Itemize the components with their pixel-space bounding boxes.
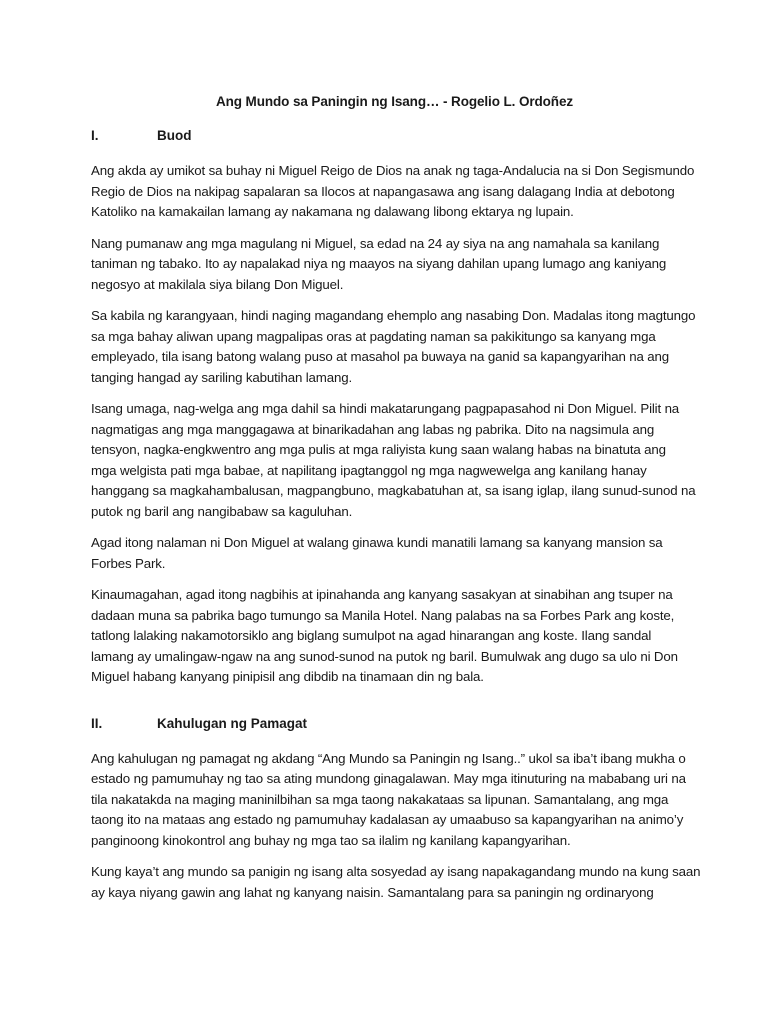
paragraph-line: mga welgista pati mga babae, at napilitang ipagtanggol ng mga nagwewelga ang kanilang hanay [91, 462, 647, 478]
paragraph [91, 749, 698, 852]
paragraph-line: Regio de Dios na nakipag sapalaran sa Ilocos at napangasawa ang isang dalagang India at debotong [91, 183, 675, 199]
paragraph-line: hanggang sa magkahambalusan, magpangbuno, magkabatuhan at, sa isang iglap, ilang sunud-sunod na [91, 483, 696, 498]
paragraph-line: Sa kabila ng karangyaan, hindi naging magandang ehemplo ang nasabing Don. Madalas itong magtungo [91, 308, 696, 323]
paragraph-line: lamang ay umalingaw-ngaw na ang sunod-sunod na putok ng baril. Bumulwak ang dugo sa ulo ni Don [91, 648, 678, 664]
paragraph-line: Ang kahulugan ng pamagat ng akdang “Ang Mundo sa Paningin ng Isang..” ukol sa iba’t ibang mukha o [91, 750, 686, 766]
paragraph-line: nagmatigas ang mga manggagawa at binarikadahan ang labas ng pabrika. Dito na nagsimula ang [91, 421, 655, 437]
document-title: Ang Mundo sa Paningin ng Isang… - Rogelio L. Ordoñez [215, 94, 574, 109]
paragraph-line: taong ito na mataas ang estado ng pamumuhay kadalasan ay umaabuso sa kapangyarihan na animo’y [91, 812, 684, 827]
paragraph-line: dadaan muna sa pabrika bago tumungo sa Manila Hotel. Nang palabas na sa Forbes Park ang koste, [91, 607, 675, 623]
paragraph-line: estado ng pamumuhay ng tao sa ating mundong ginagalawan. May mga itinuturing na mababang uri na [91, 771, 686, 786]
section-title: Buod [157, 128, 192, 143]
paragraph-line: Miguel habang kanyang pinipisil ang dibdib na tinamaan din ng bala. [91, 669, 484, 684]
paragraph-line: Isang umaga, nag-welga ang mga dahil sa hindi makatarungang pagpapasahod ni Don Miguel. Pilit na [91, 401, 680, 416]
paragraph-line: sa mga bahay aliwan upang magpalipas oras at pagdating naman sa pakikitungo sa kanyang mga [91, 328, 656, 344]
document-body [91, 126, 701, 903]
paragraph [91, 234, 698, 296]
paragraph-line: putok ng baril ang nangibabaw sa kaguluhan. [91, 503, 353, 519]
paragraph-line: Ang akda ay umikot sa buhay ni Miguel Reigo de Dios na anak ng taga-Andalucia na si Don Segismundo [91, 163, 695, 178]
section-heading [91, 714, 698, 734]
paragraph [91, 399, 698, 522]
paragraph-line: Kung kaya’t ang mundo sa panigin ng isang alta sosyedad ay isang napakagandang mundo na kung saan [91, 864, 701, 879]
paragraph [91, 306, 698, 388]
paragraph-line: Agad itong nalaman ni Don Miguel at walang ginawa kundi manatili lamang sa kanyang mansion sa [91, 535, 663, 550]
paragraph-line: empleyado, tila isang batong walang puso at masahol pa buwaya na ganid sa kapangyarihan na ang [91, 349, 670, 364]
paragraph-line: tatlong lalaking nakamotorsiklo ang biglang sumulpot na agad hinarangan ang koste. Ilang sandal [91, 628, 652, 643]
paragraph [91, 585, 698, 688]
section-heading [91, 126, 698, 146]
paragraph-line: Katoliko na kamakailan lamang ay nakamana ng dalawang libong ektarya ng lupain. [91, 204, 574, 219]
section-title: Kahulugan ng Pamagat [157, 715, 308, 731]
paragraph-line: Nang pumanaw ang mga magulang ni Miguel, sa edad na 24 ay siya na ang namahala sa kanilang [91, 235, 660, 251]
paragraph-line: panginoong kinokontrol ang buhay ng mga tao sa ilalim ng kanilang kapangyarihan. [91, 832, 571, 848]
paragraph [91, 862, 701, 903]
paragraph-line: tanging hangad ay sariling kabutihan lamang. [91, 369, 353, 385]
paragraph-line: ay kaya niyang gawin ang lahat ng kanyang naisin. Samantalang para sa paningin ng ordinaryong [91, 884, 654, 900]
paragraph-line: negosyo at makilala siya bilang Don Miguel. [91, 276, 344, 292]
paragraph-line: tila nakatakda na maging maninilbihan sa mga taong nakakataas sa lipunan. Samantalang, ang mga [91, 791, 669, 807]
section-number: I. [91, 128, 99, 143]
paragraph [91, 533, 698, 574]
paragraph-line: taniman ng tabako. Ito ay napalakad niya ng maayos na siyang dahilan upang lumago ang kaniyang [91, 256, 667, 271]
paragraph [91, 161, 698, 223]
section-number: II. [91, 715, 103, 731]
paragraph-line: tensyon, nagka-engkwentro ang mga pulis at mga raliyista kung saan walang habas na binatuta ang [91, 442, 666, 457]
paragraph-line: Kinaumagahan, agad itong nagbihis at ipinahanda ang kanyang sasakyan at sinabihan ang tsuper na [91, 587, 673, 602]
paragraph-line: Forbes Park. [91, 555, 166, 571]
